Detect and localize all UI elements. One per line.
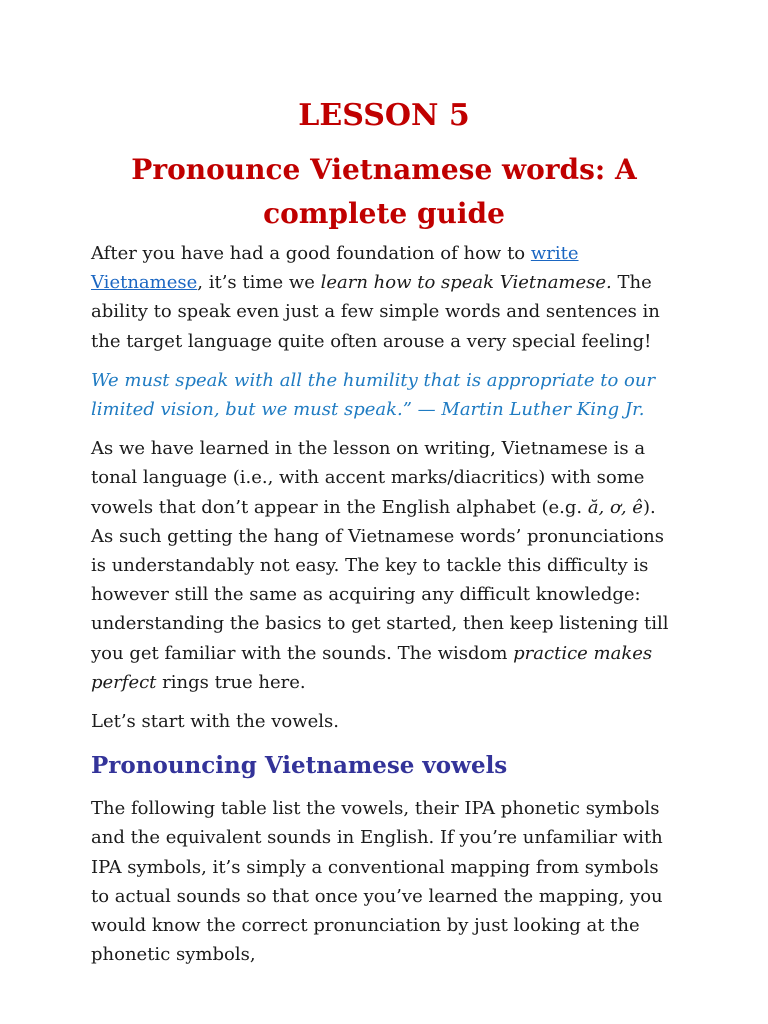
lesson-label: LESSON 5 — [298, 98, 470, 133]
intro-text-end: The ability to speak even just a few simple words and sentences in the target language quite often arouse a very special feeling! — [91, 272, 660, 352]
tonal-text-part2: ). As such getting the hang of Vietnamese words’ pronunciations is understandably not easy. The key to tackle this difficulty is however still the same as acquiring any difficult knowledge: understanding the basics to get started, then keep listening till you get familiar with the sounds. The wisdom — [91, 496, 669, 664]
vowel-examples: ă, ơ, ê — [587, 496, 643, 518]
section-heading-vowels: Pronouncing Vietnamese vowels — [91, 752, 508, 780]
tonal-language-paragraph — [91, 434, 677, 697]
tonal-text-part1: As we have learned in the lesson on writing, Vietnamese is a tonal language (i.e., with accent marks/diacritics) with some vowels that don’t appear in the English alphabet (e.g. — [91, 438, 646, 518]
vowels-intro-paragraph: Let’s start with the vowels. — [91, 711, 339, 733]
practice-emphasis: practice makes perfect — [91, 642, 653, 693]
mlk-quote: We must speak with all the humility that is appropriate to our limited vision, but we must speak.” — Martin Luther King Jr. — [91, 369, 656, 421]
intro-text-start: After you have had a good foundation of how to — [91, 243, 531, 264]
tonal-text-part3: rings true here. — [156, 671, 306, 693]
intro-paragraph — [91, 239, 677, 356]
page-title: Pronounce Vietnamese words: A complete guide — [131, 153, 637, 230]
write-vietnamese-link[interactable]: write Vietnamese — [91, 243, 579, 294]
intro-emphasis: learn how to speak Vietnamese. — [320, 272, 612, 294]
intro-text-middle: , it’s time we — [197, 272, 321, 294]
ipa-table-paragraph: The following table list the vowels, their IPA phonetic symbols and the equivalent sounds in English. If you’re unfamiliar with IPA symbols, it’s simply a conventional mapping from symbols to actual sounds so that once you’ve learned the mapping, you would know the correct pronunciation by just looking at the phonetic symbols, — [91, 798, 663, 966]
